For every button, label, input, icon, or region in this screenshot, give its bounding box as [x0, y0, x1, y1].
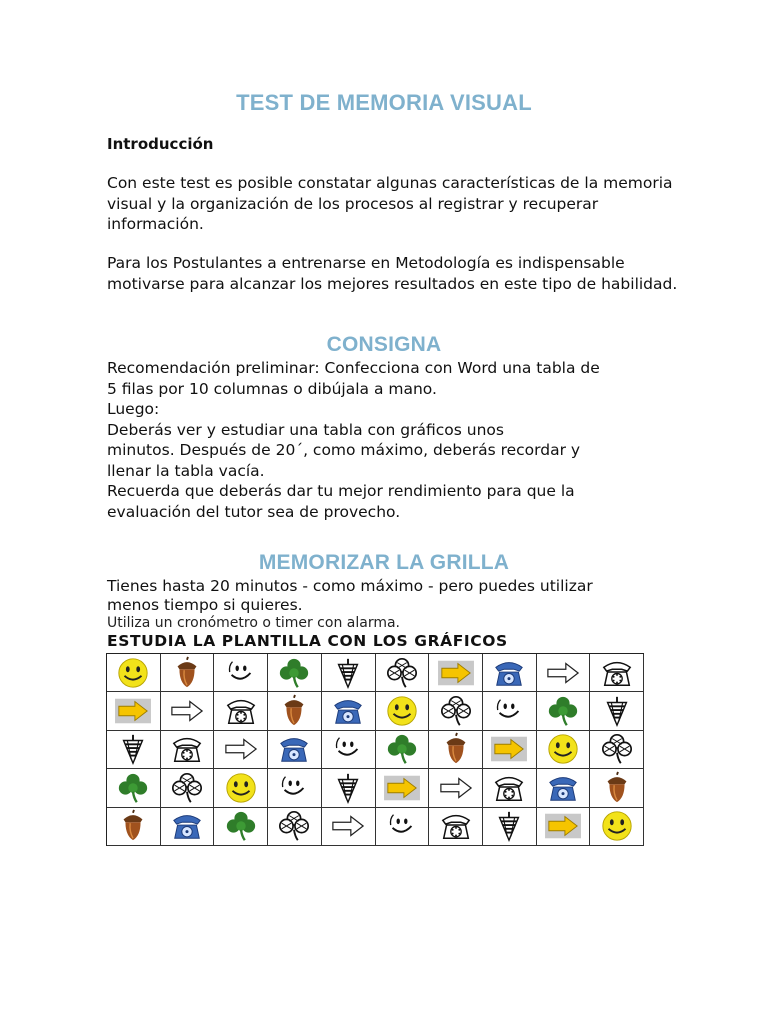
yellow-arrow-icon — [114, 694, 152, 728]
consigna-line: Recuerda que deberás dar tu mejor rendimiento para que la — [107, 482, 575, 500]
yellow-arrow-icon — [490, 732, 528, 766]
grid-cell — [214, 654, 268, 692]
telephone-blue-icon — [168, 809, 206, 843]
consigna-line: llenar la tabla vacía. — [107, 461, 265, 480]
grid-cell — [268, 769, 322, 807]
memorizar-line: menos tiempo si quieres. — [107, 596, 303, 614]
clover-icon — [275, 656, 313, 690]
arrow-outline-icon — [168, 694, 206, 728]
yellow-arrow-icon — [437, 656, 475, 690]
telephone-outline-icon — [222, 694, 260, 728]
grid-cell — [537, 692, 591, 730]
telephone-outline-icon — [598, 656, 636, 690]
clover-icon — [544, 694, 582, 728]
arrow-outline-icon — [222, 732, 260, 766]
grid-cell — [107, 769, 161, 807]
grid-cell — [376, 692, 430, 730]
grid-cell — [537, 769, 591, 807]
grid-cell — [483, 808, 537, 846]
spinning-top-icon — [329, 771, 367, 805]
grid-cell — [429, 692, 483, 730]
consigna-line: Deberás ver y estudiar una tabla con gráficos unos — [107, 420, 504, 439]
consigna-line: 5 filas por 10 columnas o dibújala a mano. — [107, 379, 437, 398]
clover-icon — [222, 809, 260, 843]
acorn-icon — [437, 732, 475, 766]
intro-heading: Introducción — [107, 135, 214, 153]
consigna-line: minutos. Después de 20´, como máximo, deberás recordar y — [107, 441, 581, 459]
timer-note: Utiliza un cronómetro o timer con alarma. — [107, 615, 400, 631]
grid-cell — [590, 808, 644, 846]
clover-outline-icon — [383, 656, 421, 690]
grid-cell — [161, 692, 215, 730]
symbol-grid — [106, 653, 644, 846]
grid-cell — [322, 808, 376, 846]
grid-cell — [268, 692, 322, 730]
grid-cell — [429, 808, 483, 846]
smiley-icon — [598, 809, 636, 843]
grid-cell — [161, 731, 215, 769]
consigna-line: Luego: — [107, 400, 160, 418]
smiley-icon — [114, 656, 152, 690]
intro-paragraph-2: Para los Postulantes a entrenarse en Metodología es indispensable motivarse para alcanzar los mejores resultados en este tipo de habilidad. — [107, 254, 678, 293]
spinning-top-icon — [329, 656, 367, 690]
telephone-blue-icon — [275, 732, 313, 766]
consigna-line: Recomendación preliminar: Confecciona con Word una tabla de — [107, 359, 600, 377]
spinning-top-icon — [490, 809, 528, 843]
grid-cell — [268, 654, 322, 692]
grid-cell — [107, 808, 161, 846]
grid-cell — [537, 654, 591, 692]
telephone-blue-icon — [490, 656, 528, 690]
smiley-outline-icon — [222, 656, 260, 690]
telephone-blue-icon — [544, 771, 582, 805]
clover-outline-icon — [598, 732, 636, 766]
grid-cell — [161, 769, 215, 807]
acorn-icon — [275, 694, 313, 728]
grid-cell — [429, 654, 483, 692]
grid-cell — [322, 731, 376, 769]
yellow-arrow-icon — [544, 809, 582, 843]
smiley-outline-icon — [490, 694, 528, 728]
acorn-icon — [114, 809, 152, 843]
smiley-icon — [383, 694, 421, 728]
consigna-body — [107, 358, 682, 522]
grid-cell — [376, 731, 430, 769]
consigna-line: evaluación del tutor sea de provecho. — [107, 502, 401, 521]
telephone-outline-icon — [437, 809, 475, 843]
grid-cell — [483, 692, 537, 730]
acorn-icon — [168, 656, 206, 690]
grid-cell — [429, 731, 483, 769]
clover-outline-icon — [437, 694, 475, 728]
telephone-outline-icon — [168, 732, 206, 766]
smiley-icon — [544, 732, 582, 766]
page-title: TEST DE MEMORIA VISUAL — [236, 90, 532, 115]
grid-cell — [537, 731, 591, 769]
yellow-arrow-icon — [383, 771, 421, 805]
grid-cell — [376, 769, 430, 807]
arrow-outline-icon — [329, 809, 367, 843]
memorizar-body — [107, 577, 682, 615]
grid-cell — [107, 692, 161, 730]
study-heading: ESTUDIA LA PLANTILLA CON LOS GRÁFICOS — [107, 632, 508, 650]
clover-outline-icon — [168, 771, 206, 805]
grid-cell — [376, 654, 430, 692]
consigna-title: CONSIGNA — [326, 333, 442, 356]
grid-cell — [322, 769, 376, 807]
arrow-outline-icon — [544, 656, 582, 690]
grid-cell — [214, 731, 268, 769]
clover-icon — [114, 771, 152, 805]
smiley-outline-icon — [275, 771, 313, 805]
grid-cell — [537, 808, 591, 846]
telephone-outline-icon — [490, 771, 528, 805]
smiley-outline-icon — [329, 732, 367, 766]
grid-cell — [268, 731, 322, 769]
grid-cell — [590, 731, 644, 769]
spinning-top-icon — [114, 732, 152, 766]
grid-cell — [376, 808, 430, 846]
memorizar-line: Tienes hasta 20 minutos - como máximo - pero puedes utilizar — [107, 577, 593, 595]
grid-cell — [161, 808, 215, 846]
acorn-icon — [598, 771, 636, 805]
memorizar-title: MEMORIZAR LA GRILLA — [258, 551, 510, 574]
grid-cell — [322, 654, 376, 692]
intro-paragraph-1: Con este test es posible constatar algunas características de la memoria visual y la organización de los procesos al registrar y recuperar información. — [107, 174, 673, 233]
arrow-outline-icon — [437, 771, 475, 805]
smiley-icon — [222, 771, 260, 805]
grid-cell — [214, 692, 268, 730]
grid-cell — [590, 654, 644, 692]
grid-cell — [107, 654, 161, 692]
clover-outline-icon — [275, 809, 313, 843]
telephone-blue-icon — [329, 694, 367, 728]
grid-cell — [214, 808, 268, 846]
grid-cell — [429, 769, 483, 807]
spinning-top-icon — [598, 694, 636, 728]
grid-cell — [483, 769, 537, 807]
grid-cell — [590, 769, 644, 807]
grid-cell — [214, 769, 268, 807]
grid-cell — [322, 692, 376, 730]
grid-cell — [590, 692, 644, 730]
grid-cell — [268, 808, 322, 846]
smiley-outline-icon — [383, 809, 421, 843]
grid-cell — [107, 731, 161, 769]
grid-cell — [161, 654, 215, 692]
clover-icon — [383, 732, 421, 766]
grid-cell — [483, 654, 537, 692]
grid-cell — [483, 731, 537, 769]
